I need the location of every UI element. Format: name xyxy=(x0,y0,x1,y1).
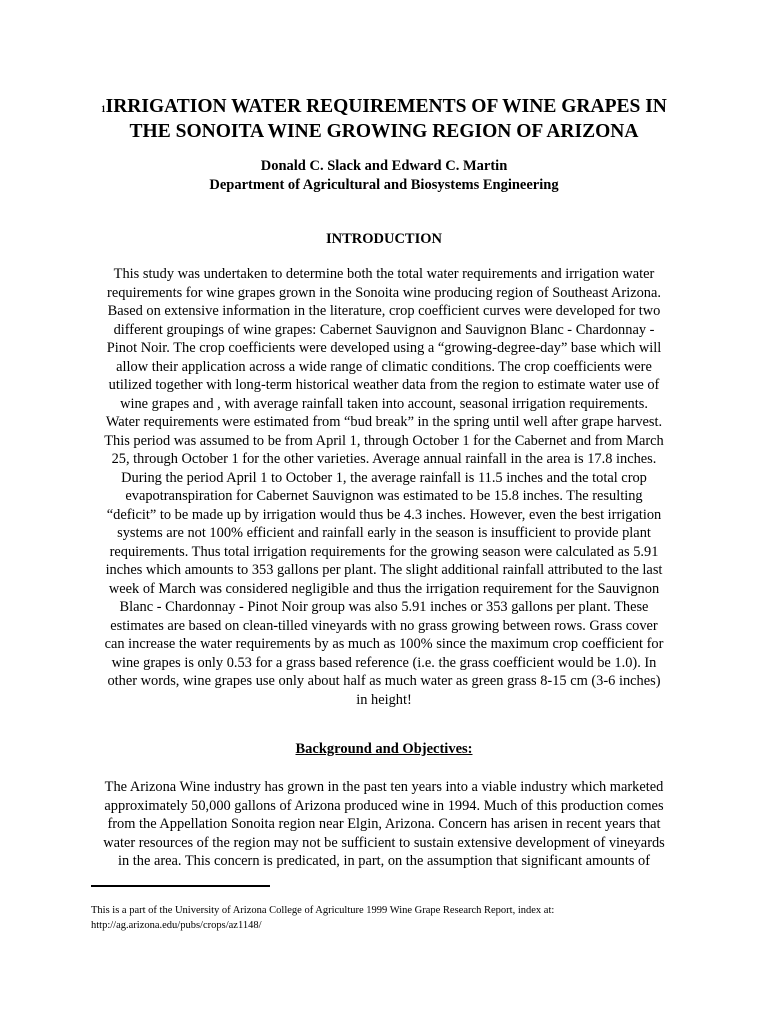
footnote-marker: 1 xyxy=(101,104,106,114)
author-affiliation: Department of Agricultural and Biosystems Engineering xyxy=(209,177,559,193)
paper-title xyxy=(40,94,728,144)
introduction-paragraph xyxy=(88,265,680,709)
background-paragraph xyxy=(88,778,680,871)
introduction-heading: INTRODUCTION xyxy=(325,231,442,247)
text-line: other words, wine grapes use only about half as much water as green grass 8-15 cm (3-6 inches) xyxy=(107,673,661,689)
text-line: utilized together with long-term historical weather data from the region to estimate water use of xyxy=(108,377,660,393)
title-line-2: THE SONOITA WINE GROWING REGION OF ARIZONA xyxy=(129,121,639,142)
footnote xyxy=(91,903,691,933)
footnote-url: http://ag.arizona.edu/pubs/crops/az1148/ xyxy=(91,920,262,931)
text-line: This period was assumed to be from April 1, through October 1 for the Cabernet and from March xyxy=(104,432,664,449)
text-line: The Arizona Wine industry has grown in the past ten years into a viable industry which marketed xyxy=(104,779,664,795)
text-line: systems are not 100% efficient and rainfall early in the season is insufficient to provide plant xyxy=(117,525,651,541)
text-line: Based on extensive information in the literature, crop coefficient curves were developed for two xyxy=(107,303,661,319)
text-line: This study was undertaken to determine both the total water requirements and irrigation water xyxy=(113,266,655,282)
text-line: 25, through October 1 for the other varieties. Average annual rainfall in the area is 17.8 inches. xyxy=(111,451,657,467)
text-line: Water requirements were estimated from “bud break” in the spring until well after grape harvest. xyxy=(105,414,663,430)
text-line: “deficit” to be made up by irrigation would thus be 4.3 inches. However, even the best irrigation xyxy=(106,506,662,523)
text-line: wine grapes and , with average rainfall taken into account, seasonal irrigation requirements. xyxy=(120,395,648,412)
text-line: During the period April 1 to October 1, the average rainfall is 11.5 inches and the total crop xyxy=(121,469,647,486)
text-line: inches which amounts to 353 gallons per plant. The slight additional rainfall attributed to the last xyxy=(105,562,663,578)
text-line: different groupings of wine grapes: Cabernet Sauvignon and Sauvignon Blanc - Chardonnay - xyxy=(113,321,655,338)
text-line: requirements. Thus total irrigation requirements for the growing season were calculated as 5.91 xyxy=(109,543,659,560)
text-line: in the area. This concern is predicated, in part, on the assumption that significant amounts of xyxy=(117,853,651,869)
text-line: estimates are based on clean-tilled vineyards with no grass growing between rows. Grass cover xyxy=(110,617,658,634)
text-line: water resources of the region may not be sufficient to sustain extensive development of vineyards xyxy=(103,834,665,851)
title-line-1: IRRIGATION WATER REQUIREMENTS OF WINE GRAPES IN xyxy=(105,96,667,117)
text-line: week of March was considered negligible and thus the irrigation requirement for the Sauvignon xyxy=(108,580,660,597)
text-line: evapotranspiration for Cabernet Sauvignon was estimated to be 15.8 inches. The resulting xyxy=(125,488,643,504)
text-line: allow their application across a wide range of climatic conditions. The crop coefficients were xyxy=(116,358,652,375)
author-names: Donald C. Slack and Edward C. Martin xyxy=(260,158,508,174)
text-line: from the Appellation Sonoita region near Elgin, Arizona. Concern has arisen in recent years that xyxy=(107,816,661,832)
text-line: can increase the water requirements by as much as 100% since the maximum crop coefficient for xyxy=(104,636,664,652)
author-block xyxy=(40,157,728,195)
text-line: in height! xyxy=(356,691,412,708)
background-heading: Background and Objectives: xyxy=(295,741,473,757)
text-line: Blanc - Chardonnay - Pinot Noir group was also 5.91 inches or 353 gallons per plant. These xyxy=(119,599,649,615)
text-line: approximately 50,000 gallons of Arizona produced wine in 1994. Much of this production comes xyxy=(104,797,664,814)
text-line: requirements for wine grapes grown in the Sonoita wine producing region of Southeast Arizona. xyxy=(107,284,661,301)
footnote-divider xyxy=(91,885,270,887)
footnote-text: This is a part of the University of Arizona College of Agriculture 1999 Wine Grape Research Report, index at: xyxy=(91,905,555,916)
text-line: Pinot Noir. The crop coefficients were developed using a “growing-degree-day” base which will xyxy=(106,340,662,356)
text-line: wine grapes is only 0.53 for a grass based reference (i.e. the grass coefficient would be 1.0). In xyxy=(111,654,657,671)
